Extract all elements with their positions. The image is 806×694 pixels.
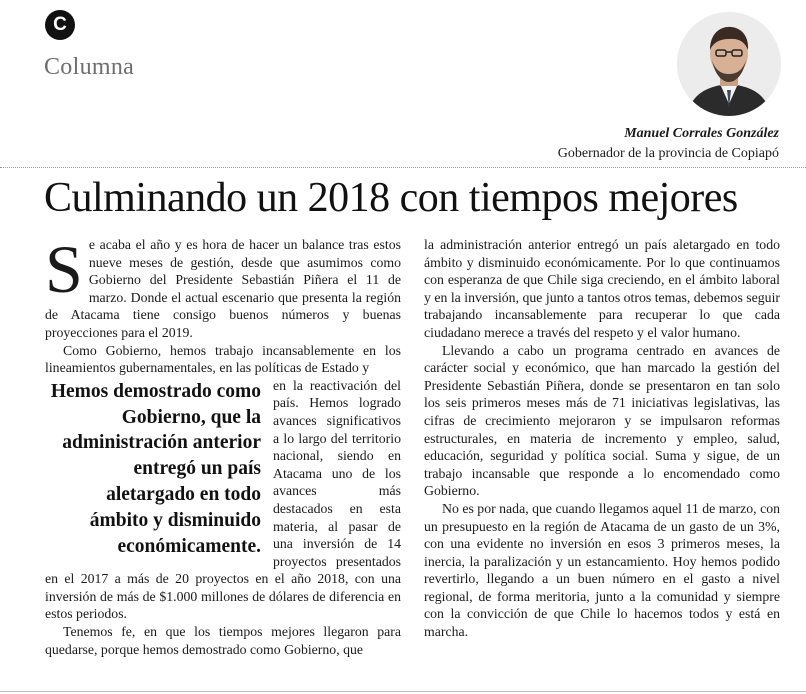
author-portrait-icon: [677, 12, 781, 116]
footer-divider: [0, 691, 806, 692]
author-name: Manuel Corrales González: [624, 126, 779, 141]
paragraph-1: [45, 231, 401, 342]
paragraph-1-text: e acaba el año y es hora de hacer un balance tras estos nueve meses de gestión, desde que asumimos como Gobierno del Presidente Sebastián Piñera el 11 de marzo. Donde el actual escenario que presenta la región de Atacama tiene consigo buenos números y buenas proyecciones para el 2019.: [45, 237, 401, 340]
paragraph-6: No es por nada, que cuando llegamos aquel 11 de marzo, con un presupuesto en la región de Atacama de un gasto de un 3%, con una evidente no inversión en esos 3 primeros meses, la inercia, la paralización y un estancamiento. Hoy hemos podido revertirlo, llegando a un buen número en el gasto a nivel regional, de forma meritoria, junto a la comunidad y siempre con la convicción de que Chile lo hacemos todos y está en marcha.: [424, 500, 780, 640]
section-label: Columna: [44, 54, 135, 80]
author-role: Gobernador de la provincia de Copiapó: [557, 146, 779, 161]
column-badge: C: [45, 10, 75, 40]
paragraph-4: la administración anterior entregó un país aletargado en todo ámbito y disminuido económicamente. Por lo que continuamos con esperanza de que Chile siga creciendo, en el ámbito laboral y en la inversión, que junto a tantos otros temas, debemos seguir trabajando incansablemente para recuperar lo que cada ciudadano merece a través del respeto y el valor humano.: [424, 237, 780, 340]
author-photo: [677, 12, 781, 116]
article-column-1: [45, 231, 401, 658]
article-column-2: [424, 236, 780, 641]
byline: [558, 124, 779, 164]
paragraph-2-text: en la reactivación del país. Hemos logrado avances significativos a lo largo del territorio nacional, siendo en Atacama uno de los avances más destacados en esta materia, al pasar de una inversión de 14 proyectos presentados en el 2017 a más de 20 proyectos en el año 2018, con una inversión de más de $1.000 millones de dólares de diferencia en estos periodos.: [45, 377, 401, 622]
pull-quote: Hemos demostrado como Gobierno, que la administración anterior entregó un país aletargado en todo ámbito y disminuido económicamente.: [50, 380, 261, 557]
paragraph-5: Llevando a cabo un programa centrado en avances de carácter social y económico, que han marcado la gestión del Presidente Sebastián Piñera, donde se presentaron en tan solo los seis primeros meses más de 71 iniciativas legislativas, las cifras de crecimiento mejoraron y se impulsaron reformas estructurales, en materia de incremento y empleo, salud, educación, seguridad y política social. Suma y sigue, de un trabajo incansable que responde a lo encomendado como Gobierno.: [424, 342, 780, 499]
article-headline: Culminando un 2018 con tiempos mejores: [44, 175, 738, 221]
paragraph-3: Tenemos fe, en que los tiempos mejores llegaron para quedarse, porque hemos demostrado como Gobierno, que: [45, 624, 401, 657]
drop-cap: S: [45, 231, 83, 307]
header-divider: [0, 167, 806, 168]
paragraph-2-intro: Como Gobierno, hemos trabajo incansablemente en los lineamientos gubernamentales, en las políticas de Estado y: [45, 342, 401, 376]
paragraph-2: [45, 377, 401, 623]
